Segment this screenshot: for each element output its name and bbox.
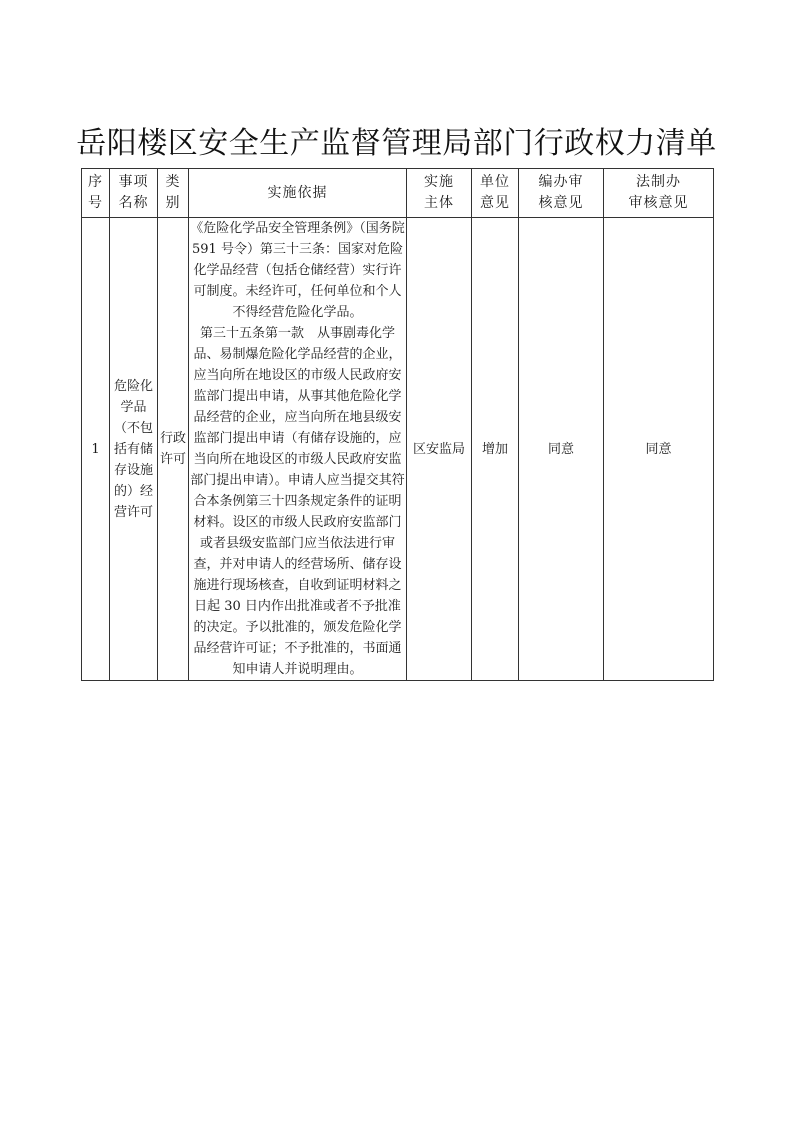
header-index: 序 号 bbox=[82, 169, 110, 218]
cell-staffing-office-opinion: 同意 bbox=[519, 218, 604, 681]
basis-paragraph: 《危险化学品安全管理条例》（国务院 591 号令）第三十三条：国家对危险化学品经营（包括仓储经营）实行许可制度。未经许可，任何单位和个人不得经营危险化学品。 bbox=[190, 221, 405, 320]
page-title: 岳阳楼区安全生产监督管理局部门行政权力清单 bbox=[76, 126, 717, 161]
header-unit-opinion: 单位 意见 bbox=[472, 169, 519, 218]
table-header-row bbox=[82, 169, 714, 218]
cell-item-name: 危险化学品（不包括有储存设施的）经营许可 bbox=[110, 218, 158, 681]
header-item-name: 事项 名称 bbox=[110, 169, 158, 218]
power-list-table bbox=[81, 168, 714, 681]
header-basis: 实施依据 bbox=[189, 169, 407, 218]
cell-implementing-body: 区安监局 bbox=[407, 218, 472, 681]
cell-basis bbox=[189, 218, 407, 681]
cell-index: 1 bbox=[82, 218, 110, 681]
header-staffing-office-opinion: 编办审 核意见 bbox=[519, 169, 604, 218]
table-row bbox=[82, 218, 714, 681]
cell-unit-opinion: 增加 bbox=[472, 218, 519, 681]
header-legal-office-opinion: 法制办 审核意见 bbox=[604, 169, 714, 218]
cell-category: 行政许可 bbox=[158, 218, 189, 681]
header-category: 类 别 bbox=[158, 169, 189, 218]
header-implementing-body: 实施 主体 bbox=[407, 169, 472, 218]
basis-paragraph: 第三十五条第一款 从事剧毒化学品、易制爆危险化学品经营的企业，应当向所在地设区的市级人民政府安监部门提出申请，从事其他危险化学品经营的企业，应当向所在地县级安监部门提出申请（有储存设施的，应当向所在地设区的市级人民政府安监部门提出申请）。申请人应当提交其符合本条例第三十四条规定条件的证明材料。设区的市级人民政府安监部门或者县级安监部门应当依法进行审查，并对申请人的经营场所、储存设施进行现场核查，自收到证明材料之日起 30 日内作出批准或者不予批准的决定。予以批准的，颁发危险化学品经营许可证；不予批准的，书面通知申请人并说明理由。 bbox=[190, 326, 405, 677]
cell-legal-office-opinion: 同意 bbox=[604, 218, 714, 681]
